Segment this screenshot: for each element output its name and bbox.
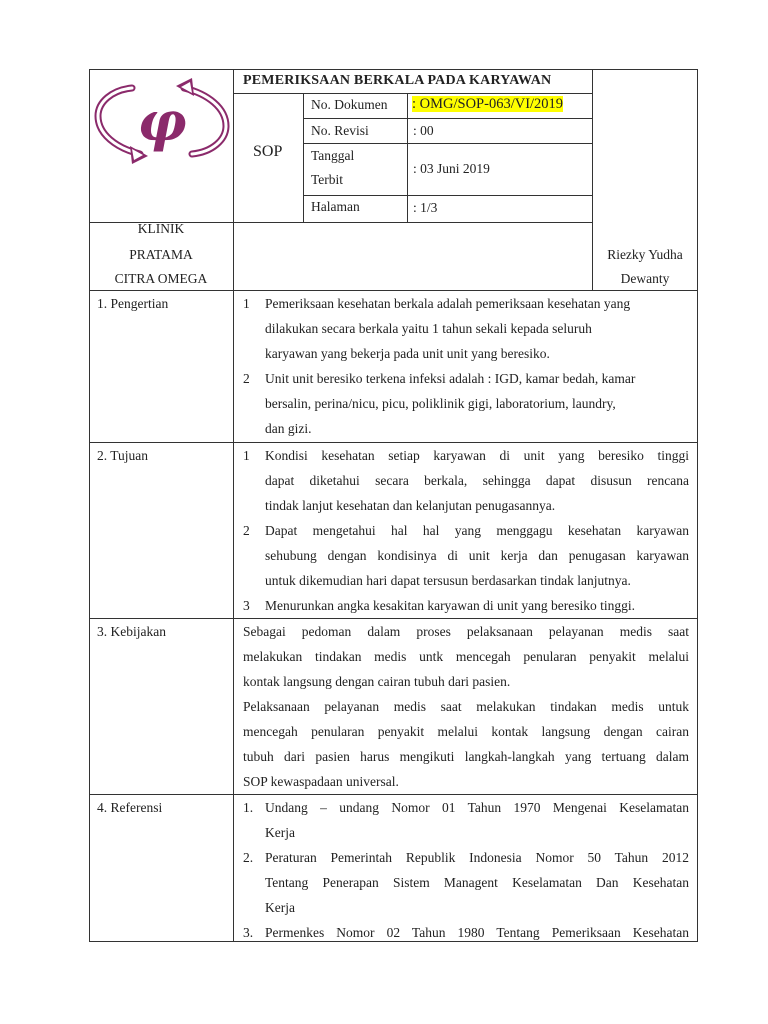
document-title: PEMERIKSAAN BERKALA PADA KARYAWAN	[243, 73, 552, 88]
meta-label-no-dokumen: No. Dokumen	[311, 97, 388, 112]
list-item-number: 1	[243, 296, 250, 311]
table-border	[89, 290, 698, 291]
list-item-text: sehubung dengan kondisinya di unit kerja dan penugasan karyawan	[265, 548, 689, 563]
meta-label-halaman: Halaman	[311, 199, 360, 214]
list-item-number: 3.	[243, 925, 254, 940]
meta-label-no-revisi: No. Revisi	[311, 123, 369, 138]
section-label-referensi: 4. Referensi	[97, 800, 163, 815]
table-border	[89, 69, 90, 942]
table-border	[697, 69, 698, 942]
list-item-number: 2.	[243, 850, 254, 865]
section-label-kebijakan: 3. Kebijakan	[97, 624, 166, 639]
list-item-text: Menurunkan angka kesakitan karyawan di unit yang beresiko tinggi.	[265, 598, 636, 613]
list-item-text: Unit unit beresiko terkena infeksi adalah : IGD, kamar bedah, kamar	[265, 371, 636, 386]
section-label-tujuan: 2. Tujuan	[97, 448, 149, 463]
list-item-number: 1	[243, 448, 250, 463]
reference-text: Kerja	[265, 900, 295, 915]
reference-text: Permenkes Nomor 02 Tahun 1980 Tentang Pemeriksaan Kesehatan	[265, 925, 689, 940]
reference-text: Tentang Penerapan Sistem Managent Keselamatan Dan Kesehatan	[265, 875, 689, 890]
clinic-name-line-3: CITRA OMEGA	[114, 271, 208, 286]
policy-text-line: SOP kewaspadaan universal.	[243, 774, 399, 789]
meta-label-tanggal: Tanggal	[311, 148, 355, 163]
policy-text-line: melakukan tindakan medis untk mencegah penularan penyakit melalui	[243, 649, 689, 664]
signer-name-line-1: Riezky Yudha	[607, 247, 683, 262]
meta-value-halaman: : 1/3	[413, 200, 438, 215]
list-item-text: Pemeriksaan kesehatan berkala adalah pemeriksaan kesehatan yang	[265, 296, 631, 311]
table-border	[303, 195, 593, 196]
logo-symbol: φ	[137, 89, 187, 153]
table-border	[89, 69, 698, 70]
policy-text-line: mencegah penularan penyakit melalui kontak langsung dengan cairan	[243, 724, 689, 739]
meta-value-no-revisi: : 00	[413, 123, 434, 138]
list-item-text: karyawan yang bekerja pada unit unit yang beresiko.	[265, 346, 550, 361]
section-label-pengertian: 1. Pengertian	[97, 296, 169, 311]
list-item-text: tindak lanjut kesehatan dan kelanjutan penugasannya.	[265, 498, 556, 513]
table-border	[303, 93, 304, 223]
policy-text-line: Pelaksanaan pelayanan medis saat melakukan tindakan medis untuk	[243, 699, 689, 714]
table-border	[407, 93, 408, 223]
table-border	[233, 290, 234, 942]
document-number-highlight: : OMG/SOP-063/VI/2019	[412, 96, 564, 112]
clinic-name-line-1: KLINIK	[137, 221, 185, 236]
table-border	[233, 69, 234, 291]
table-border	[233, 93, 593, 94]
list-item-text: dan gizi.	[265, 421, 312, 436]
clinic-logo	[92, 76, 232, 166]
list-item-text: Kondisi kesehatan setiap karyawan di unit yang beresiko tinggi	[265, 448, 689, 463]
policy-text-line: kontak langsung dengan cairan tubuh dari pasien.	[243, 674, 511, 689]
reference-text: Kerja	[265, 825, 295, 840]
meta-value-tanggal-terbit: : 03 Juni 2019	[413, 161, 490, 176]
list-item-text: dapat diketahui secara berkala, sehingga dapat disusun rencana	[265, 473, 689, 488]
signer-name-line-2: Dewanty	[620, 271, 670, 286]
meta-label-terbit: Terbit	[311, 172, 344, 187]
reference-text: Peraturan Pemerintah Republik Indonesia Nomor 50 Tahun 2012	[265, 850, 689, 865]
list-item-number: 2	[243, 523, 250, 538]
clinic-name-line-2: PRATAMA	[129, 247, 193, 262]
policy-text-line: Sebagai pedoman dalam proses pelaksanaan pelayanan medis saat	[243, 624, 689, 639]
list-item-text: Dapat mengetahui hal hal yang menggagu kesehatan karyawan	[265, 523, 689, 538]
list-item-number: 2	[243, 371, 250, 386]
sop-label: SOP	[253, 143, 283, 160]
table-border	[303, 118, 593, 119]
list-item-text: untuk dikemudian hari dapat tersusun berdasarkan tindak lanjutnya.	[265, 573, 631, 588]
list-item-text: bersalin, perina/nicu, picu, poliklinik gigi, laboratorium, laundry,	[265, 396, 616, 411]
list-item-number: 1.	[243, 800, 254, 815]
policy-text-line: tubuh dari pasien harus mengikuti langkah-langkah yang tertuang dalam	[243, 749, 689, 764]
reference-text: Undang – undang Nomor 01 Tahun 1970 Mengenai Keselamatan	[265, 800, 689, 815]
list-item-text: dilakukan secara berkala yaitu 1 tahun sekali kepada seluruh	[265, 321, 592, 336]
meta-value-no-dokumen	[412, 97, 563, 112]
list-item-number: 3	[243, 598, 250, 613]
table-border	[303, 143, 593, 144]
